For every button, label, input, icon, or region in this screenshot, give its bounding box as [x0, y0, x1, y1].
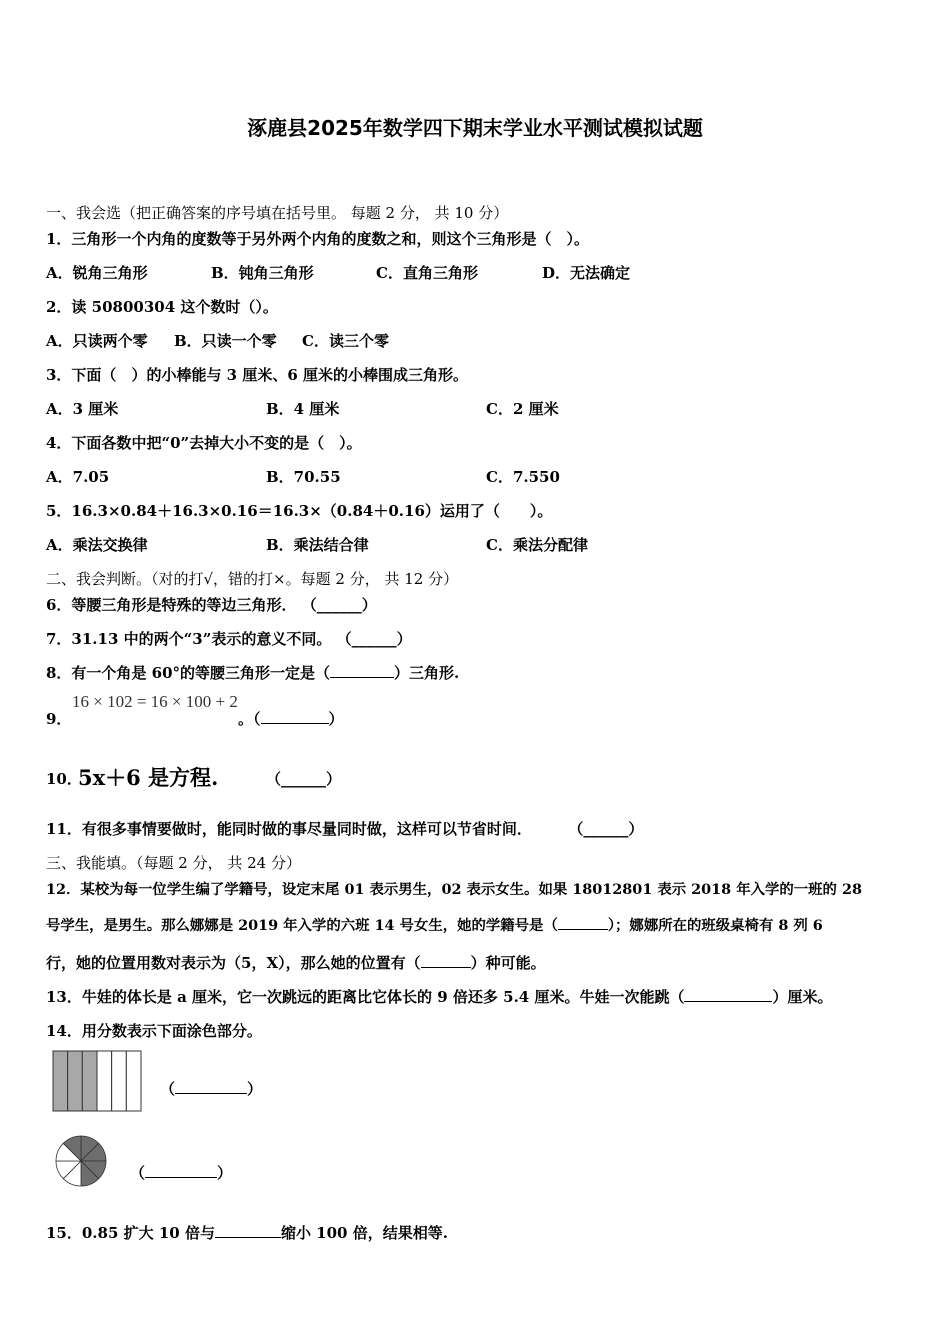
q10-expression: 5x＋6 是方程. — [78, 765, 219, 790]
q14-rect-answer — [160, 1078, 262, 1099]
question-8 — [46, 662, 459, 683]
q5-option-a: A．乘法交换律 — [46, 536, 148, 554]
q8-text-pre: 8．有一个角是 60°的等腰三角形一定是（ — [46, 664, 331, 682]
q2-option-b: B．只读一个零 — [174, 332, 277, 350]
question-13 — [46, 986, 832, 1007]
question-12-line-2 — [46, 914, 823, 935]
rect-cell — [68, 1051, 83, 1111]
section-3-heading: 三、我能填。（每题 2 分， 共 24 分） — [46, 854, 301, 872]
q4-option-b: B．70.55 — [266, 468, 341, 486]
q12-text-2b: ）；娜娜所在的班级桌椅有 8 列 6 — [607, 917, 823, 934]
q9-number: 9． — [46, 710, 72, 728]
section-2-heading: 二、我会判断。（对的打√，错的打×。每题 2 分， 共 12 分） — [46, 570, 459, 588]
section-1-heading: 一、我会选（把正确答案的序号填在括号里。 每题 2 分， 共 10 分） — [46, 204, 509, 222]
q9-formula: 16 × 102 = 16 × 100 + 2 — [72, 692, 238, 711]
q2-option-c: C．读三个零 — [302, 332, 389, 350]
q2-option-a: A．只读两个零 — [46, 332, 148, 350]
question-2: 2．读 50800304 这个数时（）。 — [46, 298, 278, 316]
question-11 — [46, 818, 643, 839]
q3-option-a: A．3 厘米 — [46, 400, 119, 418]
q1-option-b: B．钝角三角形 — [211, 264, 314, 282]
rect-cell — [82, 1051, 97, 1111]
rect-cell — [53, 1051, 68, 1111]
q9-answer-blank[interactable] — [261, 709, 329, 724]
question-15 — [46, 1222, 448, 1243]
q12-text-2a: 号学生，是男生。那么娜娜是 2019 年入学的六班 14 号女生，她的学籍号是（ — [46, 917, 558, 934]
q13-text-post: ）厘米。 — [772, 988, 833, 1006]
q14-shaded-rectangle — [52, 1050, 142, 1112]
question-12-line-3 — [46, 952, 546, 973]
q1-option-d: D．无法确定 — [542, 264, 631, 282]
q14-circle-answer — [130, 1162, 232, 1183]
q3-option-b: B．4 厘米 — [266, 400, 340, 418]
q1-option-c: C．直角三角形 — [376, 264, 478, 282]
q6-text: 6．等腰三角形是特殊的等边三角形． — [46, 596, 297, 614]
q5-option-c: C．乘法分配律 — [486, 536, 588, 554]
q12-text-3a: 行，她的位置用数对表示为（5，X），那么她的位置有（ — [46, 954, 421, 972]
q11-answer-blank[interactable]: （______） — [568, 820, 644, 838]
q14-circle-answer-blank[interactable] — [145, 1163, 217, 1178]
page-title: 涿鹿县2025年数学四下期末学业水平测试模拟试题 — [247, 116, 703, 140]
q12-text-3b: ）种可能。 — [470, 954, 546, 972]
rect-cell — [97, 1051, 112, 1111]
q14-circle-close: ） — [217, 1164, 233, 1182]
q12-possibilities-blank[interactable] — [421, 953, 471, 968]
q12-student-id-blank[interactable] — [558, 915, 608, 930]
q10-number: 10． — [46, 770, 82, 788]
q14-shaded-circle — [54, 1134, 108, 1188]
q8-text-post: ）三角形. — [394, 664, 460, 682]
q4-option-a: A．7.05 — [46, 468, 110, 486]
q14-rect-answer-blank[interactable] — [175, 1079, 247, 1094]
q14-rect-open: （ — [160, 1080, 176, 1098]
question-6 — [46, 594, 377, 615]
q4-option-c: C．7.550 — [486, 468, 560, 486]
question-3: 3．下面（ ）的小棒能与 3 厘米、6 厘米的小棒围成三角形。 — [46, 366, 468, 384]
q9-tail: 。（ — [238, 710, 261, 728]
question-1: 1．三角形一个内角的度数等于另外两个内角的度数之和，则这个三角形是（ ）。 — [46, 230, 589, 248]
q3-option-c: C．2 厘米 — [486, 400, 559, 418]
q14-rect-close: ） — [247, 1080, 263, 1098]
q9-close: ） — [328, 710, 344, 728]
q15-answer-blank[interactable] — [215, 1223, 281, 1238]
q15-text-post: 缩小 100 倍，结果相等. — [280, 1224, 448, 1242]
q1-option-a: A．锐角三角形 — [46, 264, 148, 282]
q14-circle-open: （ — [130, 1164, 146, 1182]
question-12-line-1: 12．某校为每一位学生编了学籍号，设定末尾 01 表示男生，02 表示女生。如果 18012801 表示 2018 年入学的一班的 28 — [46, 881, 862, 898]
q5-option-b: B．乘法结合律 — [266, 536, 369, 554]
q10-answer-blank[interactable]: （______） — [266, 770, 342, 788]
q13-answer-blank[interactable] — [684, 987, 772, 1002]
rect-cell — [126, 1051, 141, 1111]
q7-answer-blank[interactable]: （______） — [336, 630, 412, 648]
q15-text-pre: 15．0.85 扩大 10 倍与 — [46, 1224, 215, 1242]
q7-text: 7．31.13 中的两个“3”表示的意义不同。 — [46, 630, 332, 648]
question-14: 14．用分数表示下面涂色部分。 — [46, 1022, 262, 1040]
q13-text-pre: 13．牛娃的体长是 a 厘米，它一次跳远的距离比它体长的 9 倍还多 5.4 厘米。牛娃一次能跳（ — [46, 988, 685, 1006]
q11-text: 11．有很多事情要做时，能同时做的事尽量同时做，这样可以节省时间． — [46, 820, 532, 838]
question-5: 5．16.3×0.84＋16.3×0.16＝16.3×（0.84＋0.16）运用了（ ）。 — [46, 502, 553, 520]
q8-answer-blank[interactable] — [330, 663, 394, 678]
q6-answer-blank[interactable]: （______） — [301, 596, 377, 614]
q9-answer — [238, 708, 344, 729]
question-4: 4．下面各数中把“0”去掉大小不变的是（ ）。 — [46, 434, 362, 452]
question-7 — [46, 628, 412, 649]
rect-cell — [112, 1051, 127, 1111]
